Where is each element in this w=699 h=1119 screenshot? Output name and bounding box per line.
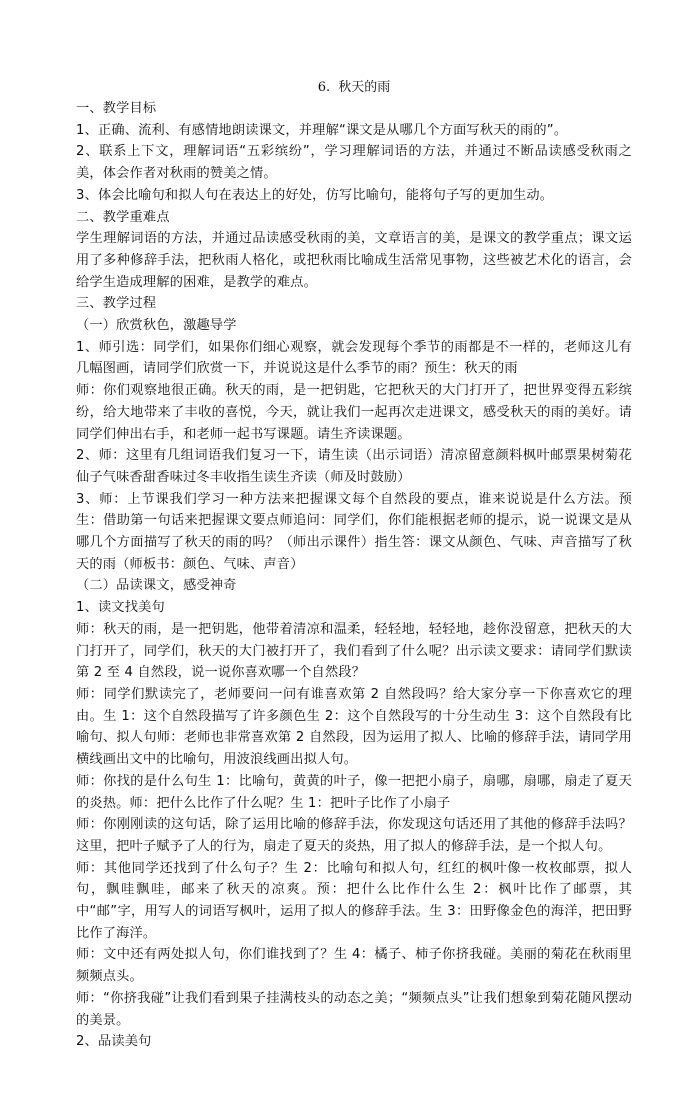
process-paragraph: 1、师引选：同学们，如果你们细心观察，就会发现每个季节的雨都是不一样的，老师这儿有几幅图画，请同学们欣赏一下，并说说这是什么季节的雨？预生：秋天的雨 [76, 339, 632, 377]
process-paragraph: 师：你找的是什么句生 1：比喻句，黄黄的叶子，像一把把小扇子，扇哪，扇哪，扇走了夏天的炎热。师：把什么比作了什么呢？生 1：把叶子比作了小扇子 [76, 773, 632, 811]
key-points-text: 学生理解词语的方法，并通过品读感受秋雨的美，文章语言的美，是课文的教学重点；课文运用了多种修辞手法，把秋雨人格化，或把秋雨比喻成生活常见事物，这些被艺术化的语言，会给学生造成理解的困难，是教学的难点。 [76, 231, 632, 290]
goal-item-1: 1、正确、流利、有感情地朗读课文，并理解“课文是从哪几个方面写秋天的雨的”。 [76, 122, 568, 138]
step-heading-find-sentences: 1、读文找美句 [76, 600, 165, 616]
process-paragraph: 师：其他同学还找到了什么句子？生 2：比喻句和拟人句，红红的枫叶像一枚枚邮票，拟人句，飘哇飘哇，邮来了秋天的凉爽。预：把什么比作什么生 2：枫叶比作了邮票，其中“邮”字，用写人的词语写枫叶，运用了拟人的修辞手法。生 3：田野像金色的海洋，把田野比作了海洋。 [76, 860, 632, 941]
goal-item-3: 3、体会比喻句和拟人句在表达上的好处，仿写比喻句，能将句子写的更加生动。 [76, 187, 554, 203]
page-title [76, 78, 632, 98]
title-number: 6. [317, 80, 331, 95]
section-heading-key-points: 二、教学重难点 [76, 209, 170, 225]
section-heading-teaching-process: 三、教学过程 [76, 296, 157, 312]
goal-item-2: 2、联系上下文，理解词语“五彩缤纷”，学习理解词语的方法，并通过不断品读感受秋雨之美，体会作者对秋雨的赞美之情。 [76, 144, 632, 182]
process-paragraph: 师：“你挤我碰”让我们看到果子挂满枝头的动态之美；“频频点头”让我们想象到菊花随风摆动的美景。 [76, 990, 632, 1028]
process-paragraph: 师：你刚刚读的这句话，除了运用比喻的修辞手法，你发现这句话还用了其他的修辞手法吗？这里，把叶子赋予了人的行为，扇走了夏天的炎热，用了拟人的修辞手法，是一个拟人句。 [76, 817, 632, 854]
process-paragraph: 师：你们观察地很正确。秋天的雨，是一把钥匙，它把秋天的大门打开了，把世界变得五彩缤纷，给大地带来了丰收的喜悦，今天，就让我们一起再次走进课文，感受秋天的雨的美好。请同学们伸出右手，和老师一起书写课题。请生齐读课题。 [76, 383, 632, 442]
title-text: 秋天的雨 [338, 80, 391, 95]
document-page [76, 78, 632, 1053]
process-paragraph: 师：秋天的雨，是一把钥匙，他带着清凉和温柔，轻轻地，轻轻地，趁你没留意，把秋天的大门打开了，同学们，秋天的大门被打开了，我们看到了什么呢？出示读文要求：请同学们默读第 2 至 4 自然段，说一说你喜欢哪一个自然段？ [76, 621, 632, 681]
subsection-heading-2: （二）品读课文，感受神奇 [76, 578, 237, 594]
process-paragraph: 2、师：这里有几组词语我们复习一下，请生读（出示词语）清凉留意颜料枫叶邮票果树菊花仙子气味香甜香味过冬丰收指生读生齐读（师及时鼓励） [76, 448, 632, 485]
process-paragraph: 师：文中还有两处拟人句，你们谁找到了？生 4：橘子、柿子你挤我碰。美丽的菊花在秋雨里频频点头。 [76, 947, 632, 985]
process-paragraph: 师：同学们默读完了，老师要问一问有谁喜欢第 2 自然段吗？给大家分享一下你喜欢它的理由。生 1：这个自然段描写了许多颜色生 2：这个自然段写的十分生动生 3：这个自然段有比喻句、拟人句师：老师也非常喜欢第 2 自然段，因为运用了拟人、比喻的修辞手法，请同学用横线画出文中的比喻句，用波浪线画出拟人句。 [76, 686, 632, 768]
section-heading-teaching-goals: 一、教学目标 [76, 101, 157, 116]
subsection-heading-1: （一）欣赏秋色，激趣导学 [76, 318, 237, 334]
step-heading-read-sentences: 2、品读美句 [76, 1034, 152, 1050]
process-paragraph: 3、师：上节课我们学习一种方法来把握课文每个自然段的要点，谁来说说是什么方法。预生：借助第一句话来把握课文要点师追问：同学们，你们能根据老师的提示，说一说课文是从哪几个方面描写了秋天的雨的吗？（师出示课件）指生答：课文从颜色、气味、声音描写了秋天的雨（师板书：颜色、气味、声音） [76, 491, 632, 572]
